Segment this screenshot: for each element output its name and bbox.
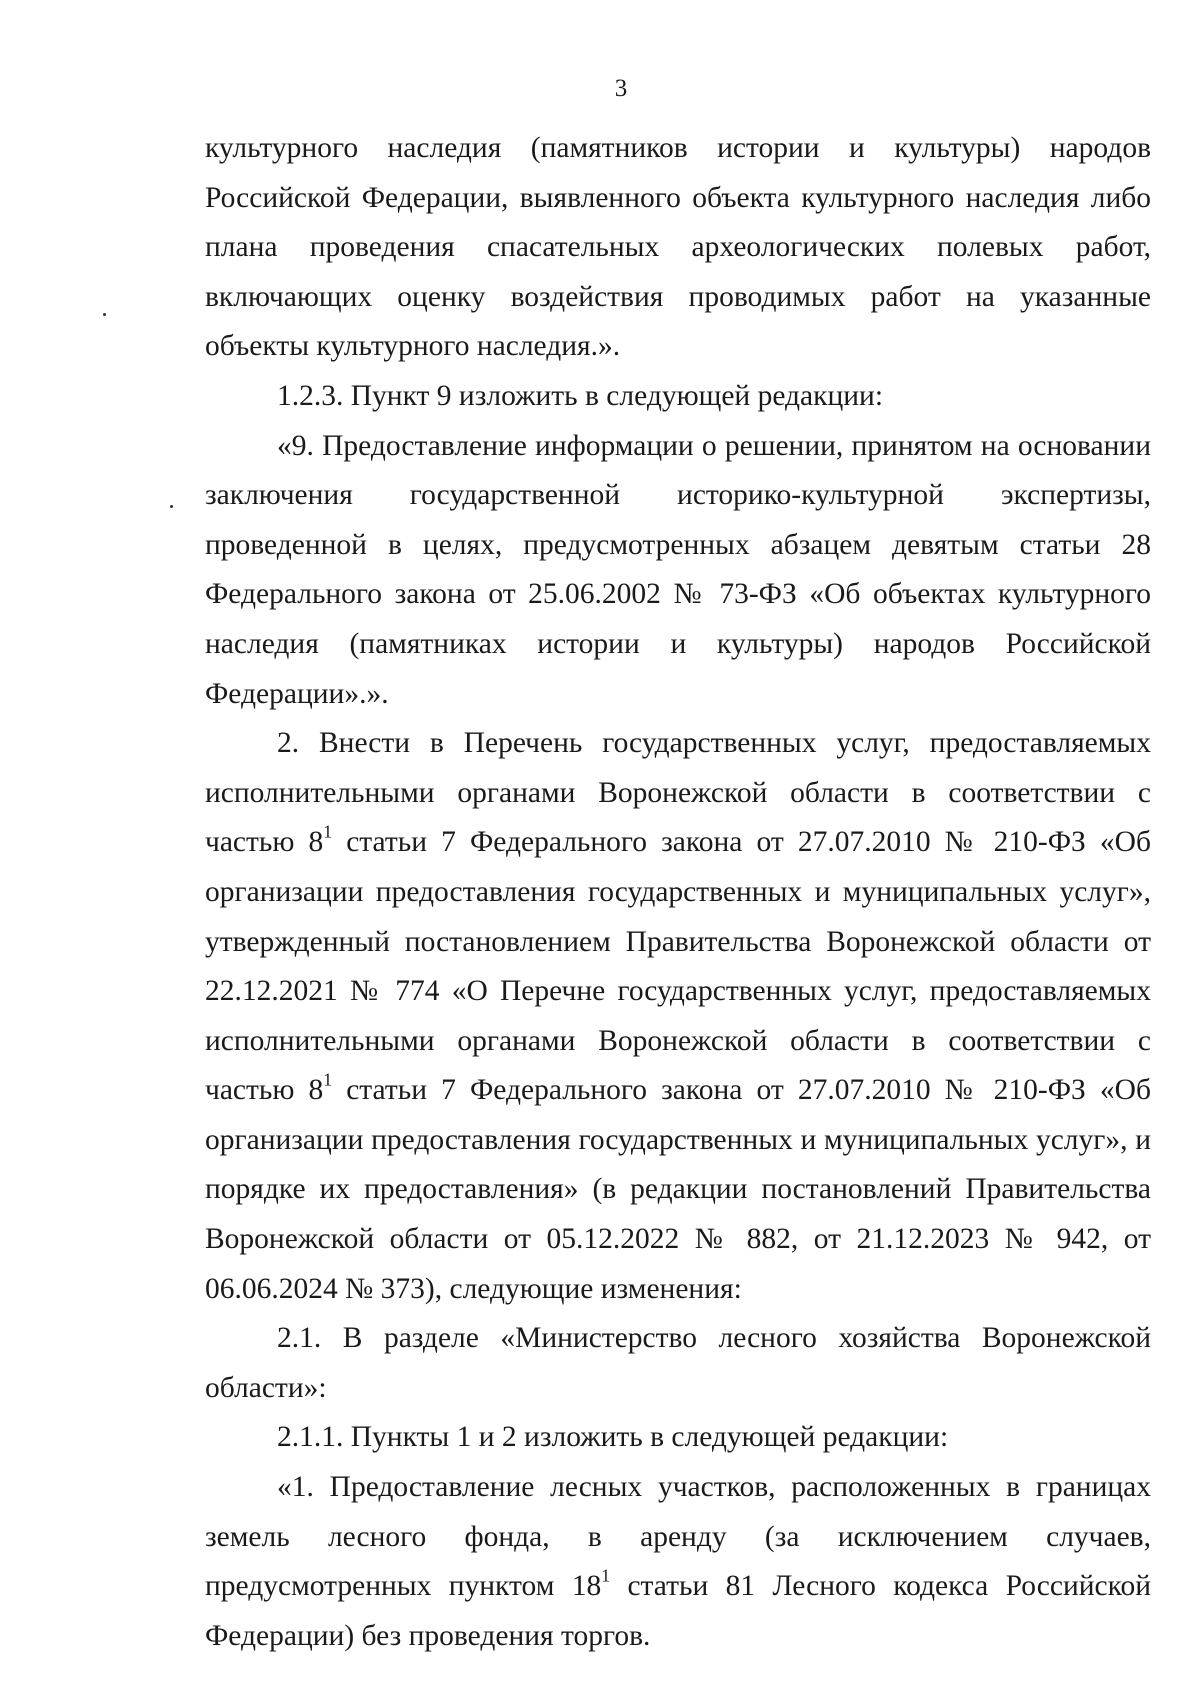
paragraph-text: «1. Предоставление лесных участков, расположенных в границах земель лесного фонда, в аренду (за исключением случаев, предусмотренных пунктом 18 xyxy=(205,1471,1151,1603)
scan-speck-mark xyxy=(170,505,173,508)
paragraph-text: статьи 7 Федерального закона от 27.07.2010 № 210-ФЗ «Об организации предоставления государственных и муниципальных услуг», утвержденный постановлением Правительства Воронежской области от 22.12.2021 № 774 «О Перечне государственных услуг, предоставляемых исполнительными органами Воронежской области в соответствии с частью 8 xyxy=(205,826,1151,1107)
superscript-text: 1 xyxy=(323,1070,333,1091)
document-body xyxy=(205,124,1151,1661)
paragraph-text: 1.2.3. Пункт 9 изложить в следующей редакции: xyxy=(277,379,884,412)
paragraph-text: «9. Предоставление информации о решении, принятом на основании заключения государственной историко-культурной экспертизы, проведенной в целях, предусмотренных абзацем девятым статьи 28 Федерального закона от 25.06.2002 № 73-ФЗ «Об объектах культурного наследия (памятниках истории и культуры) народов Российской Федерации».». xyxy=(205,429,1151,710)
paragraph xyxy=(205,1463,1151,1661)
paragraph xyxy=(205,1314,1151,1413)
paragraph xyxy=(205,1413,1151,1463)
paragraph xyxy=(205,422,1151,720)
paragraph-text: 2.1. В разделе «Министерство лесного хозяйства Воронежской области»: xyxy=(205,1322,1151,1404)
paragraph-text: 2. Внести в Перечень государственных услуг, предоставляемых исполнительными органами Воронежской области в соответствии с частью 8 xyxy=(205,727,1151,859)
paragraph-text: статьи 7 Федерального закона от 27.07.2010 № 210-ФЗ «Об организации предоставления государственных и муниципальных услуг», и порядке их предоставления» (в редакции постановлений Правительства Воронежской области от 05.12.2022 № 882, от 21.12.2023 № 942, от 06.06.2024 № 373), следующие изменения: xyxy=(205,1074,1151,1305)
paragraph-text: статьи 81 Лесного кодекса Российской Федерации) без проведения торгов. xyxy=(205,1570,1151,1652)
page-number: 3 xyxy=(614,75,628,102)
paragraph xyxy=(205,372,1151,422)
superscript-text: 1 xyxy=(601,1565,611,1586)
paragraph-text: культурного наследия (памятников истории и культуры) народов Российской Федерации, выявленного объекта культурного наследия либо плана проведения спасательных археологических полевых работ, включающих оценку воздействия проводимых работ на указанные объекты культурного наследия.». xyxy=(205,132,1151,363)
superscript-text: 1 xyxy=(323,822,333,843)
paragraph xyxy=(205,719,1151,1314)
paragraph-text: 2.1.1. Пункты 1 и 2 изложить в следующей редакции: xyxy=(277,1421,949,1454)
scan-speck-mark xyxy=(103,313,106,316)
paragraph xyxy=(205,124,1151,372)
